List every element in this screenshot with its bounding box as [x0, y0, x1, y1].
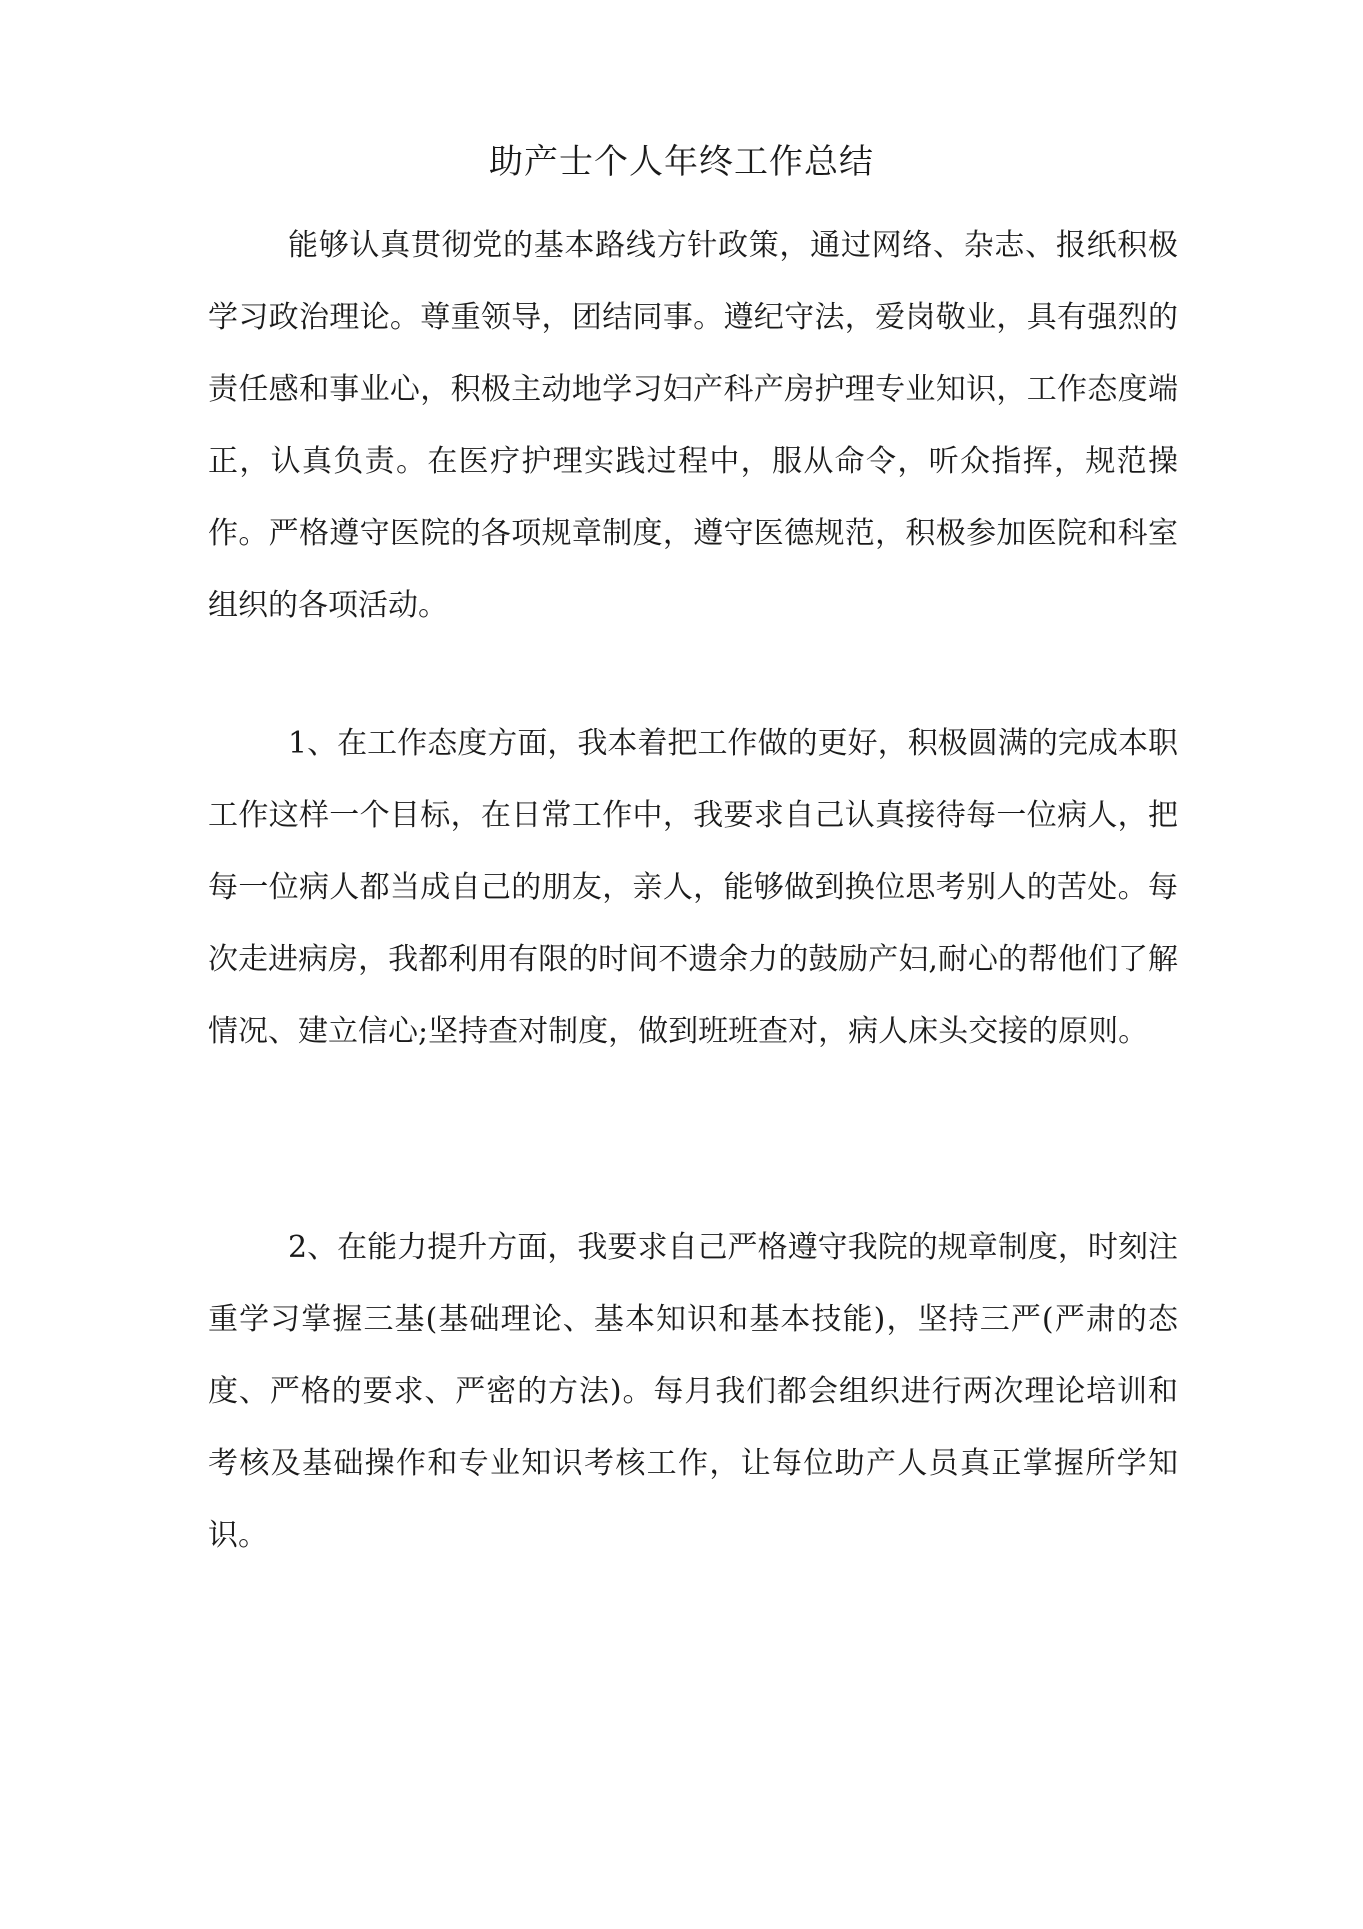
- paragraph-ability-improvement: 2、在能力提升方面，我要求自己严格遵守我院的规章制度，时刻注重学习掌握三基(基础理论、基本知识和基本技能)，坚持三严(严肃的态度、严格的要求、严密的方法)。每月我们都会组织进行两次理论培训和考核及基础操作和专业知识考核工作，让每位助产人员真正掌握所学知识。: [208, 1230, 1179, 1553]
- paragraph-intro: 能够认真贯彻党的基本路线方针政策，通过网络、杂志、报纸积极学习政治理论。尊重领导，团结同事。遵纪守法，爱岗敬业，具有强烈的责任感和事业心，积极主动地学习妇产科产房护理专业知识，工作态度端正，认真负责。在医疗护理实践过程中，服从命令，听众指挥，规范操作。严格遵守医院的各项规章制度，遵守医德规范，积极参加医院和科室组织的各项活动。: [208, 228, 1178, 623]
- paragraph-work-attitude: 1、在工作态度方面，我本着把工作做的更好，积极圆满的完成本职工作这样一个目标，在日常工作中，我要求自己认真接待每一位病人，把每一位病人都当成自己的朋友，亲人，能够做到换位思考别人的苦处。每次走进病房，我都利用有限的时间不遗余力的鼓励产妇,耐心的帮他们了解情况、建立信心;坚持查对制度，做到班班查对，病人床头交接的原则。: [208, 726, 1178, 1049]
- document-title: 助产士个人年终工作总结: [489, 142, 874, 182]
